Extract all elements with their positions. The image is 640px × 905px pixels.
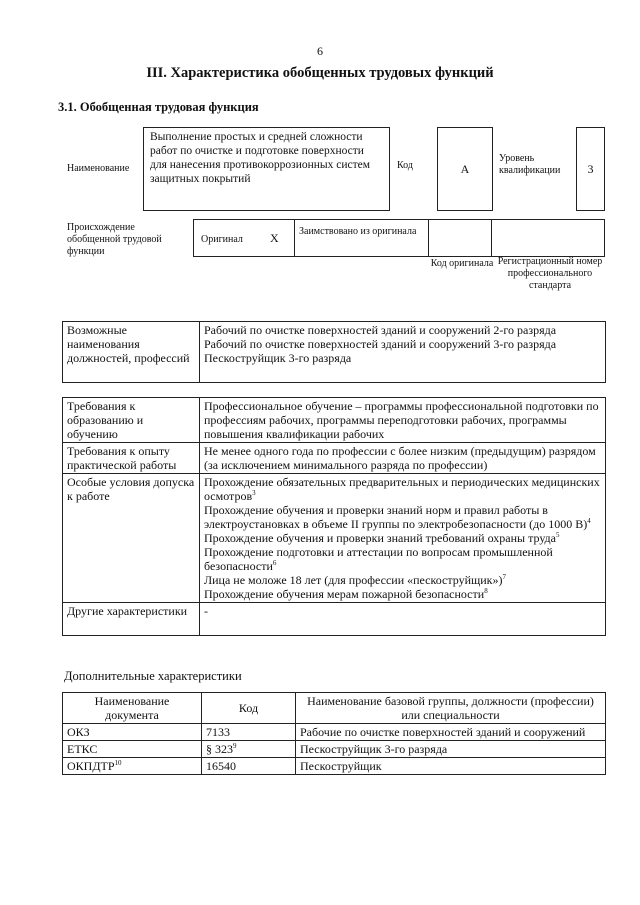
education-value: Профессиональное обучение – программы профессиональной подготовки по профессиям рабочих, программы переподготовки рабочих, программы повышения квалификации рабочих <box>200 398 606 443</box>
other-value: - <box>200 603 606 636</box>
header-code: Код <box>202 693 296 724</box>
experience-label: Требования к опыту практической работы <box>63 443 200 474</box>
additional-title: Дополнительные характеристики <box>64 669 242 683</box>
section-title: III. Характеристика обобщенных трудовых функций <box>146 65 494 81</box>
special-item: Прохождение обучения мерам пожарной безопасности$^8$ <box>204 587 488 601</box>
origin-label: Происхождение обобщенной трудовой функции <box>67 222 162 257</box>
row-name: Пескоструйщик <box>296 758 606 775</box>
position-item: Пескоструйщик 3-го разряда <box>204 351 352 365</box>
function-code-value: A <box>437 127 493 211</box>
page-number: 6 <box>317 44 323 58</box>
row-name: Пескоструйщик 3-го разряда <box>296 741 606 758</box>
position-item: Рабочий по очистке поверхностей зданий и сооружений 3-го разряда <box>204 337 557 351</box>
special-item: Прохождение подготовки и аттестации по вопросам промышленной безопасности$^6$ <box>204 545 553 573</box>
education-label: Требования к образованию и обучению <box>63 398 200 443</box>
row-code: § $323^9$ <box>202 741 296 758</box>
function-name-value: Выполнение простых и средней сложности работ по очистке и подготовке поверхности для нанесения противокоррозионных систем защитных покрытий <box>143 127 390 211</box>
table-row <box>63 758 606 775</box>
requirements-table <box>62 397 606 636</box>
table-row <box>63 741 606 758</box>
other-label: Другие характеристики <box>63 603 200 636</box>
row-code: 7133 <box>202 724 296 741</box>
special-list <box>200 474 606 603</box>
original-label: Оригинал <box>201 234 243 245</box>
borrowed-label: Заимствовано из оригинала <box>299 226 417 237</box>
special-item: Лица не моложе 18 лет (для профессии «пескоструйщик»)$^7$ <box>204 573 506 587</box>
level-label: Уровень квалификации <box>499 153 561 176</box>
header-name: Наименование базовой группы, должности (профессии) или специальности <box>296 693 606 724</box>
special-item: Прохождение обучения и проверки знаний норм и правил работы в электроустановках в объеме II группы по электробезопасности (до 1000 В)$^4$ <box>204 503 591 531</box>
additional-table <box>62 692 606 775</box>
row-doc: ОКПДТР$^{10}$ <box>63 758 202 775</box>
subsection-title: 3.1. Обобщенная трудовая функция <box>58 100 259 114</box>
row-doc: ОКЗ <box>63 724 202 741</box>
special-label: Особые условия допуска к работе <box>63 474 200 603</box>
positions-label: Возможные наименования должностей, профессий <box>63 322 200 383</box>
experience-value: Не менее одного года по профессии с более низким (предыдущим) разрядом (за исключением минимального разряда по профессии) <box>200 443 606 474</box>
position-item: Рабочий по очистке поверхностей зданий и сооружений 2-го разряда <box>204 323 557 337</box>
special-item: Прохождение обязательных предварительных и периодических медицинских осмотров$^3$ <box>204 475 600 503</box>
positions-table <box>62 321 606 383</box>
special-item: Прохождение обучения и проверки знаний требований охраны труда$^5$ <box>204 531 560 545</box>
code-original-caption: Код оригинала <box>430 258 494 269</box>
table-row <box>63 724 606 741</box>
original-mark: X <box>270 231 279 245</box>
level-value: 3 <box>576 127 605 211</box>
row-name: Рабочие по очистке поверхностей зданий и сооружений <box>296 724 606 741</box>
row-code: 16540 <box>202 758 296 775</box>
row-doc: ЕТКС <box>63 741 202 758</box>
reg-number-caption: Регистрационный номер профессионального стандарта <box>497 256 603 291</box>
name-label: Наименование <box>67 163 130 174</box>
header-doc: Наименование документа <box>63 693 202 724</box>
code-label: Код <box>397 160 413 171</box>
positions-list <box>200 322 606 383</box>
origin-table <box>193 219 605 257</box>
